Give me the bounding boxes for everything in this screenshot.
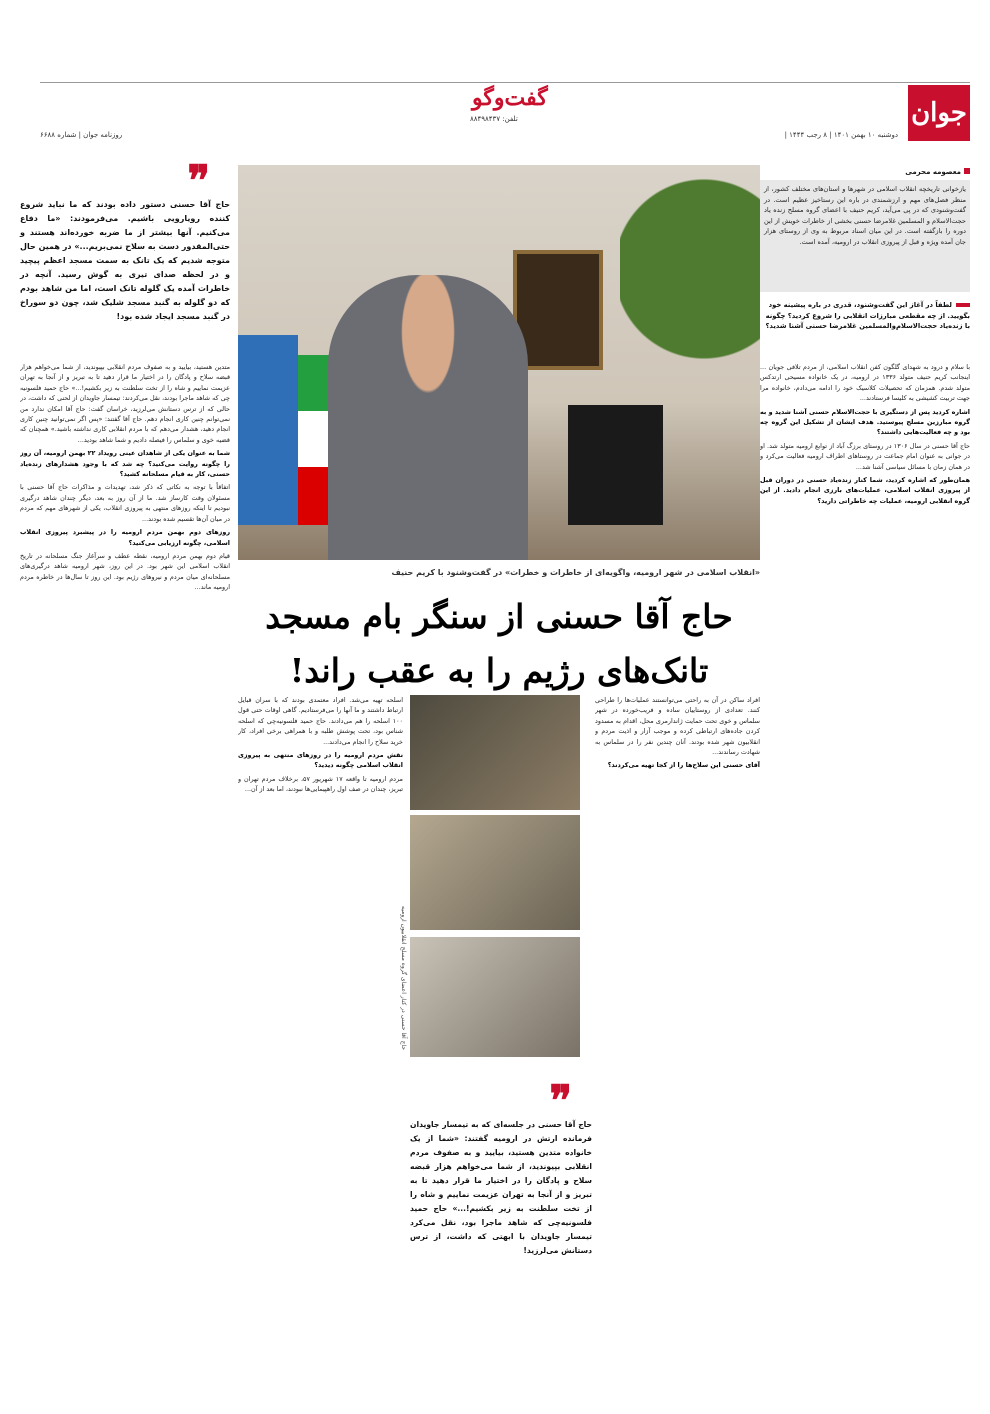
quote-mark-icon: ❞	[187, 156, 210, 205]
column-left	[20, 362, 230, 1392]
person-figure	[328, 275, 528, 560]
col-c-text: اسلحه تهیه می‌شد. افراد معتمدی بودند که با سران قبایل ارتباط داشتند و ما آنها را می‌فرستادیم. گاهی اوقات حتی قول ۱۰۰ اسلحه را هم می‌دادند. حاج حمید فلسونیه‌چی که اسلحه شناس بود، تحت پوشش طلبه و با همراهی برخی افراد، کار خرید سلاح را انجام می‌دادند...	[238, 696, 403, 746]
column-right	[760, 362, 970, 1392]
pull-quote-bottom: حاج آقا حسنی در جلسه‌ای که به تیمسار جاویدان فرمانده ارتش در ارومیه گفتند: «شما از یک خانواده متدین هستید، بیایید و به صفوف مردم انقلابی بپیوندید، از شما می‌خواهم هزار قبضه سلاح و پادگان را در اختیار ما قرار دهید تا به تبریز و از آنجا به تهران عزیمت نماییم و شاه را از تخت سلطنت به زیر بکشیم!...» حاج حمید فلسونیه‌چی که شاهد ماجرا بود، نقل می‌کرد تیمسار جاویدان با ابهتی که داشت، از ترس دستانش می‌لرزید!	[410, 1120, 592, 1255]
plant-shape	[620, 165, 760, 425]
blue-flag-shape	[238, 335, 298, 525]
col-e-text: با سلام و درود به شهدای گلگون کفن انقلاب اسلامی، از مردم تلافی جویان ... اینجانب کریم حنیف متولد ۱۳۳۶ در ارومیه، در یک خانواده مسیحی ارتدکس متولد شدم. همزمان که تحصیلات کلاسیک خود را ادامه می‌دادم، خانواده مرا جهت تربیت کشیشی به کلیسا فرستادند...	[760, 363, 970, 403]
monitor-shape	[568, 405, 663, 525]
pull-quote-top: حاج آقا حسنی دستور داده بودند که ما نباید شروع کننده رویارویی باشیم. می‌فرمودند: «ما دفاع می‌کنیم. آنها بیشتر از ما ضربه خورده‌اند هستند و حتی‌المقدور دست به سلاح نمی‌بریم...» در همین حال متوجه شدیم که یک تانک به سمت مسجد اعظم پیچید و در لحظه صدای تیری به گوش رسید. آنچه در خاطرات آمده یک گلوله تانک است، اما من شاهد بودم که دو گلوله به گنبد مسجد شلیک شد، چون دو سوراخ در گنبد مسجد ایجاد شده بود!	[20, 200, 230, 321]
photo-caption: «انقلاب اسلامی در شهر ارومیه، واگویه‌ای از خاطرات و خطرات» در گفت‌وشنود با کریم حنیف	[391, 568, 760, 577]
column-middle-left	[238, 695, 403, 1395]
author-byline	[760, 168, 970, 176]
date-right: دوشنبه ۱۰ بهمن ۱۴۰۱ | ۸ رجب ۱۴۴۴ |	[784, 131, 898, 139]
col-a2-text: اتفاقاً با توجه به نکاتی که ذکر شد، تهدیدات و مذاکرات حاج آقا حسنی با مسئولان وقت کارساز شد. ما از آن روز به بعد، دیگر چندان شاهد درگیری نبودیم تا اینکه روزهای منتهی به پیروزی انقلاب، یکی از شهرهای مهم که مردم در میان آن‌ها تقسیم شده بودند...	[20, 483, 230, 523]
section-title: گفت‌وگو	[472, 85, 548, 111]
lead-box: یازخوانی تاریخچه انقلاب اسلامی در شهرها و استان‌های مختلف کشور، از منظر فصل‌های مهم و ارزشمندی در باره این رستاخیز عظیم است. در گفت‌وشنودی که در پی می‌آید، کریم حنیف با اعضای گروه مسلح زنده یاد حجت‌الاسلام و المسلمین غلامرضا حسنی بخشی از خاطرات خویش از این دوره را بازگفته است. در این میان اسناد مربوط به وی از روستای هزار جان آمده ویژه و قبل از پیروزی انقلاب در ارومیه، آمده است.	[760, 180, 970, 292]
question-1	[760, 300, 970, 332]
col-e-sub2: همان‌طور که اشاره کردید، شما کنار زنده‌یاد حسنی در دوران قبل از پیروزی انقلاب اسلامی، عملیات‌های بارزی انجام دادید. از این گروه انقلابی ارومیه، عملیات چه خاطراتی دارید؟	[760, 476, 970, 505]
red-bar-icon	[956, 303, 970, 307]
archive-photo-1	[410, 695, 580, 810]
col-a-text: متدین هستید، بیایید و به صفوف مردم انقلابی بپیوندید، از شما می‌خواهم هزار قبضه سلاح و پادگان را در اختیار ما قرار دهید تا به تبریز و از آنجا به تهران عزیمت نماییم و شاه را از تخت سلطنت به زیر بکشیم!...» حاج حمید فلسونیه چی که شاهد ماجرا بودند، نقل می‌کردند: تیمسار جاویدان از لحنی که داشت، در حالی که از ترس دستانش می‌لرزید، خراسان گفت: حاج آقا امکان ندارد من نمی‌توانم چنین کاری انجام دهم. حاج آقا گفتند: «پس اگر نمی‌توانید چنین کاری انجام دهید، هشدار می‌دهم که با مردم انقلابی کاری نداشته باشید.» همچنان که قضیه خوی و سلماس را فیصله دادیم و شما شاهد بودید...	[20, 363, 230, 444]
masthead	[40, 82, 970, 139]
archive-photo-3	[410, 937, 580, 1057]
question-1-text: لطفاً در آغاز این گفت‌وشنود، قدری در باره پیشینه خود بگویید. از چه مقطعی مبارزات انقلابی را شروع کردید؟ چگونه با زنده‌یاد حجت‌الاسلام‌والمسلمین غلامرضا حسنی آشنا شدید؟	[765, 301, 970, 331]
col-f-sub: روزهای دوم بهمن مردم ارومیه را در پیشبرد پیروزی انقلاب اسلامی، چگونه ارزیابی می‌کنید؟	[20, 528, 230, 547]
date-left: روزنامه جوان | شماره ۶۶۸۸	[40, 131, 123, 139]
headline	[238, 590, 760, 698]
col-f2-text: قیام دوم بهمن مردم ارومیه، نقطه عطف و سرآغاز جنگ مسلحانه در تاریخ انقلاب اسلامی این شهر بود. در این روز، شهر ارومیه شاهد درگیری‌های مسلحانه‌ای میان مردم و نیروهای رژیم بود. این روز تا سال‌ها در خاطره مردم ارومیه ماند...	[20, 551, 230, 592]
quote-mark-icon-2: ❞	[549, 1076, 572, 1125]
column-middle-right	[595, 695, 760, 1395]
col-b-text: افراد ساکن در آن به راحتی می‌توانستند عملیات‌ها را طراحی کنند. تعدادی از روستاییان ساده و فریب‌خورده در شهر سلماس و خوی تحت حمایت ژاندارمری محل، اقدام به مسدود کردن جاده‌های ارتباطی کرده و موجب آزار و اذیت مردم و انقلابیون شهر شده بودند. آنان چندین نفر را در سلماس به شهادت رساندند...	[595, 696, 760, 757]
headline-line-2: تانک‌های رژیم را به عقب راند!	[289, 651, 709, 690]
col-c2-text: مردم ارومیه تا واقعه ۱۷ شهریور ۵۷، برخلاف مردم تهران و تبریز، چندان در صف اول راهپیمایی‌ها نبودند، اما بعد از آن...	[238, 774, 403, 794]
archive-photo-caption: حاج آقا حسنی در کنار اعضای گروه مسلح انقلابیون ارومیه	[400, 905, 407, 1050]
archive-photo-2	[410, 815, 580, 930]
col-b2-sub: آقای حسنی این سلاح‌ها را از کجا تهیه می‌کردند؟	[607, 761, 760, 770]
col-a-sub: شما به عنوان یکی از شاهدان عینی رویداد ۲۲ بهمن ارومیه، آن روز را چگونه روایت می‌کنید؟ چه شد که با وجود هشدارهای زنده‌یاد حسنی، کار به قیام مسلحانه کشید؟	[20, 449, 230, 479]
col-c-sub: نقش مردم ارومیه را در روزهای منتهی به پیروزی انقلاب اسلامی چگونه دیدید؟	[238, 751, 403, 770]
main-photo	[238, 165, 760, 560]
col-e2-text: حاج آقا حسنی در سال ۱۳۰۶ در روستای برزگ آباد از توابع ارومیه متولد شد. او در جوانی به عنوان امام جماعت در روستاهای اطراف ارومیه فعالیت می‌کرد و در همان زمان با مسائل سیاسی آشنا شد...	[760, 441, 970, 471]
author-name: معصومه محرمی	[905, 168, 961, 176]
section-phone: تلفن: ۸۸۴۹۸۴۳۷	[470, 115, 518, 123]
newspaper-logo: جوان	[908, 85, 970, 141]
headline-line-1: حاج آقا حسنی از سنگر بام مسجد	[265, 597, 733, 636]
col-e-sub: اشاره کردید پس از دستگیری با حجت‌الاسلام حسنی آشنا شدید و به گروه مبارزین مسلح پیوستید. هدف ایشان از تشکیل این گروه چه بود و چه فعالیت‌هایی داشتند؟	[760, 407, 970, 437]
square-icon	[964, 168, 970, 174]
